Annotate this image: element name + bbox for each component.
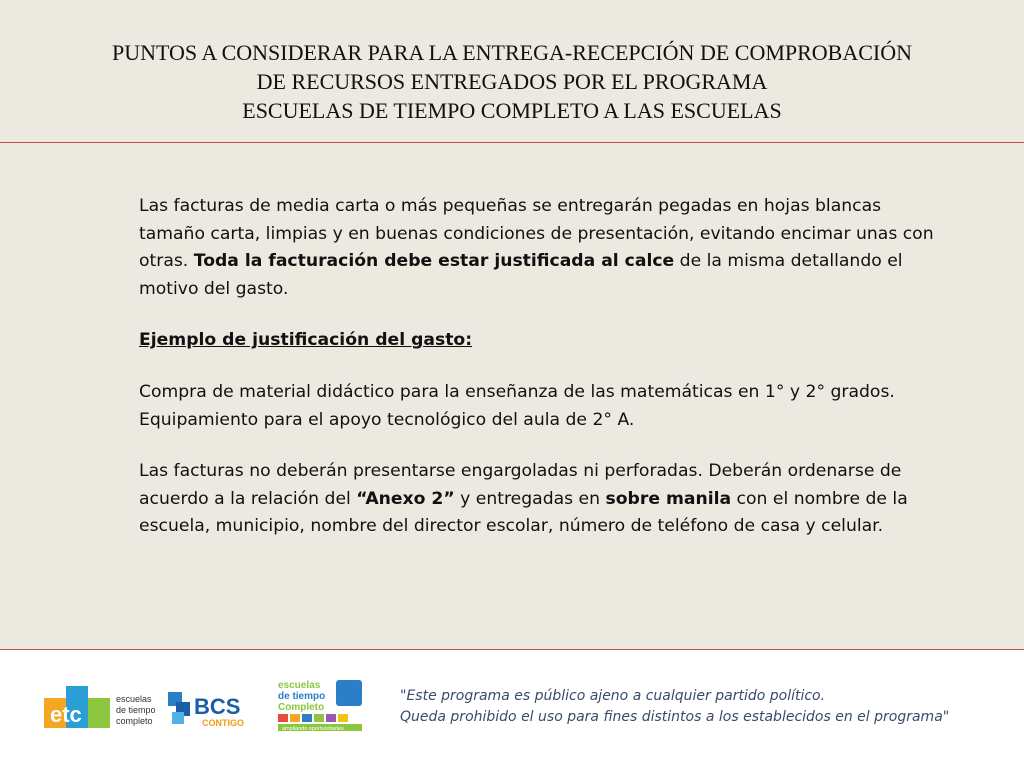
bcs-contigo-logo — [168, 686, 260, 730]
title-line-2: DE RECURSOS ENTREGADOS POR EL PROGRAMA — [256, 69, 768, 94]
svg-text:escuelas: escuelas — [116, 694, 152, 704]
delivery-paragraph: Las facturas no deberán presentarse engargoladas ni perforadas. Deberán ordenarse de acuerdo a la relación del “Anexo 2” y entregadas en sobre manila con el nombre de la escuela, municipio, nombre del director escolar, número de teléfono de casa y celular. — [139, 461, 908, 537]
example-line-2: Equipamiento para el apoyo tecnológico del aula de 2° A. — [139, 409, 635, 430]
example-heading: Ejemplo de justificación del gasto: — [139, 330, 473, 351]
invoice-paragraph: Las facturas de media carta o más pequeñas se entregarán pegadas en hojas blancas tamaño carta, limpias y en buenas condiciones de presentación, evitando encimar unas con otras. Toda la facturación debe estar justificada al calce de la misma detallando el motivo del gasto. — [139, 196, 934, 299]
svg-text:BCS: BCS — [194, 694, 241, 719]
body-text — [139, 193, 939, 541]
disclaimer-line-2: Queda prohibido el uso para fines distintos a los establecidos en el programa" — [400, 709, 950, 725]
svg-text:de tiempo: de tiempo — [116, 705, 156, 715]
sobre-manila-bold: sobre manila — [605, 488, 732, 509]
svg-text:CONTIGO: CONTIGO — [202, 718, 244, 728]
title-line-1: PUNTOS A CONSIDERAR PARA LA ENTREGA-RECEPCIÓN DE COMPROBACIÓN — [111, 40, 913, 65]
slide-title — [0, 38, 1024, 125]
svg-text:etc: etc — [50, 702, 82, 727]
disclaimer-line-1: "Este programa es público ajeno a cualquier partido político. — [400, 688, 826, 704]
svg-text:ampliando oportunidades: ampliando oportunidades — [282, 726, 344, 732]
svg-text:Completo: Completo — [278, 702, 325, 713]
example-line-1: Compra de material didáctico para la enseñanza de las matemáticas en 1° y 2° grados. — [139, 381, 895, 402]
etc-logo — [44, 684, 164, 732]
svg-text:escuelas: escuelas — [278, 680, 321, 691]
svg-text:completo: completo — [116, 716, 153, 726]
svg-text:de tiempo: de tiempo — [278, 691, 326, 702]
escuelas-tiempo-completo-logo — [276, 676, 366, 732]
disclaimer — [400, 686, 949, 728]
justification-bold: Toda la facturación debe estar justificada al calce — [193, 251, 675, 272]
anexo-bold: “Anexo 2” — [356, 488, 455, 509]
title-line-3: ESCUELAS DE TIEMPO COMPLETO A LAS ESCUELAS — [242, 98, 782, 123]
